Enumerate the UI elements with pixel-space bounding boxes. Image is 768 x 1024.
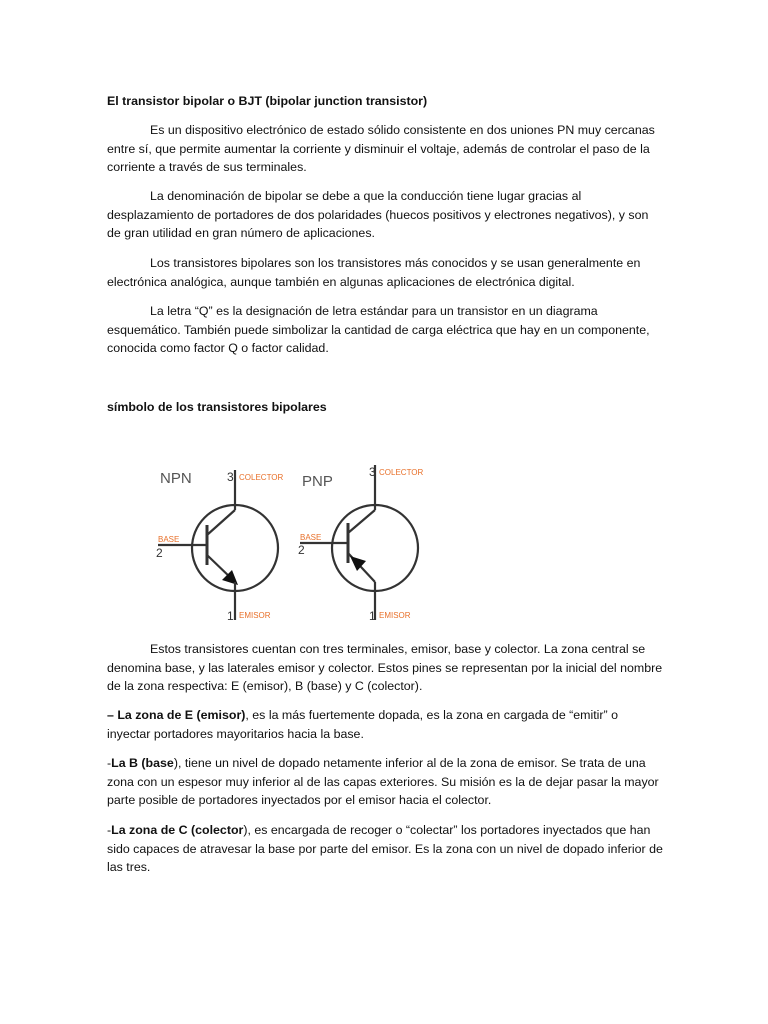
pnp-collector-label: COLECTOR xyxy=(379,468,424,477)
paragraph-4 xyxy=(107,302,663,358)
paragraph-1-text: Es un dispositivo electrónico de estado sólido consistente en dos uniones PN muy cercanas entre sí, que permite aumentar la corriente y disminuir el voltaje, además de controlar el paso de la corriente a través de sus terminales. xyxy=(107,123,655,175)
section-title-symbols: símbolo de los transistores bipolares xyxy=(107,400,327,414)
npn-emitter-number: 1 xyxy=(227,609,234,623)
paragraph-5 xyxy=(107,640,663,696)
paragraph-3 xyxy=(107,254,663,291)
pnp-symbol xyxy=(298,465,424,623)
paragraph-3-text: Los transistores bipolares son los transistores más conocidos y se usan generalmente en electrónica analógica, aunque también en algunas aplicaciones de electrónica digital. xyxy=(107,256,641,289)
paragraph-2 xyxy=(107,187,663,243)
npn-label: NPN xyxy=(160,470,192,487)
paragraph-7 xyxy=(107,754,663,810)
npn-emitter-label: EMISOR xyxy=(239,611,271,620)
paragraph-1 xyxy=(107,121,663,177)
paragraph-4-text: La letra “Q” es la designación de letra estándar para un transistor en un diagrama esquemático. También puede simbolizar la cantidad de carga eléctrica que hay en un componente, conocida como factor Q o factor calidad. xyxy=(107,304,650,356)
paragraph-6-text xyxy=(107,706,663,743)
pnp-collector-number: 3 xyxy=(369,465,376,479)
npn-collector-number: 3 xyxy=(227,470,234,484)
paragraph-6 xyxy=(107,706,663,743)
section-title-bjt: El transistor bipolar o BJT (bipolar junction transistor) xyxy=(107,94,428,108)
pnp-label: PNP xyxy=(302,473,333,490)
paragraph-6-rest: , es la más fuertemente dopada, es la zona en cargada de “emitir” o inyectar portadores mayoritarios hacia la base. xyxy=(107,708,619,741)
npn-symbol xyxy=(156,470,284,623)
npn-collector-label: COLECTOR xyxy=(239,473,284,482)
paragraph-5-text: Estos transistores cuentan con tres terminales, emisor, base y colector. La zona central se denomina base, y las laterales emisor y colector. Estos pines se representan por la inicial del nombre de la zona respectiva: E (emisor), B (base) y C (colector). xyxy=(107,642,663,694)
paragraph-7-bold: La B (base xyxy=(111,756,174,770)
paragraph-8 xyxy=(107,821,663,877)
paragraph-7-rest: ), tiene un nivel de dopado netamente inferior al de la zona de emisor. Se trata de una zona con un espesor muy inferior al de las capas exteriores. Su misión es la de dejar pasar la mayor parte posible de portadores inyectados por el emisor hacia el colector. xyxy=(107,756,659,808)
paragraph-8-rest: ), es encargada de recoger o “colectar” los portadores inyectados que han sido capaces de atravesar la base por parte del emisor. Es la zona con un nivel de dopado inferior de las tres. xyxy=(107,823,663,875)
pnp-circle xyxy=(332,505,418,591)
npn-base-number: 2 xyxy=(156,546,163,560)
paragraph-6-bold: – La zona de E (emisor) xyxy=(107,708,246,722)
npn-base-label: BASE xyxy=(158,535,180,544)
paragraph-8-bold: La zona de C (colector xyxy=(111,823,244,837)
paragraph-8-text xyxy=(107,821,663,877)
pnp-emitter-number: 1 xyxy=(369,609,376,623)
paragraph-2-text: La denominación de bipolar se debe a que la conducción tiene lugar gracias al desplazamiento de portadores de dos polaridades (huecos positivos y electrones negativos), y son de gran utilidad en gran número de aplicaciones. xyxy=(107,189,649,241)
paragraph-7-text xyxy=(107,754,663,810)
pnp-base-number: 2 xyxy=(298,543,305,557)
transistor-symbols-figure xyxy=(150,460,480,630)
pnp-emitter-label: EMISOR xyxy=(379,611,411,620)
paragraph-8-prefix: - xyxy=(107,823,112,837)
pnp-base-label: BASE xyxy=(300,533,322,542)
paragraph-7-prefix: - xyxy=(107,756,112,770)
